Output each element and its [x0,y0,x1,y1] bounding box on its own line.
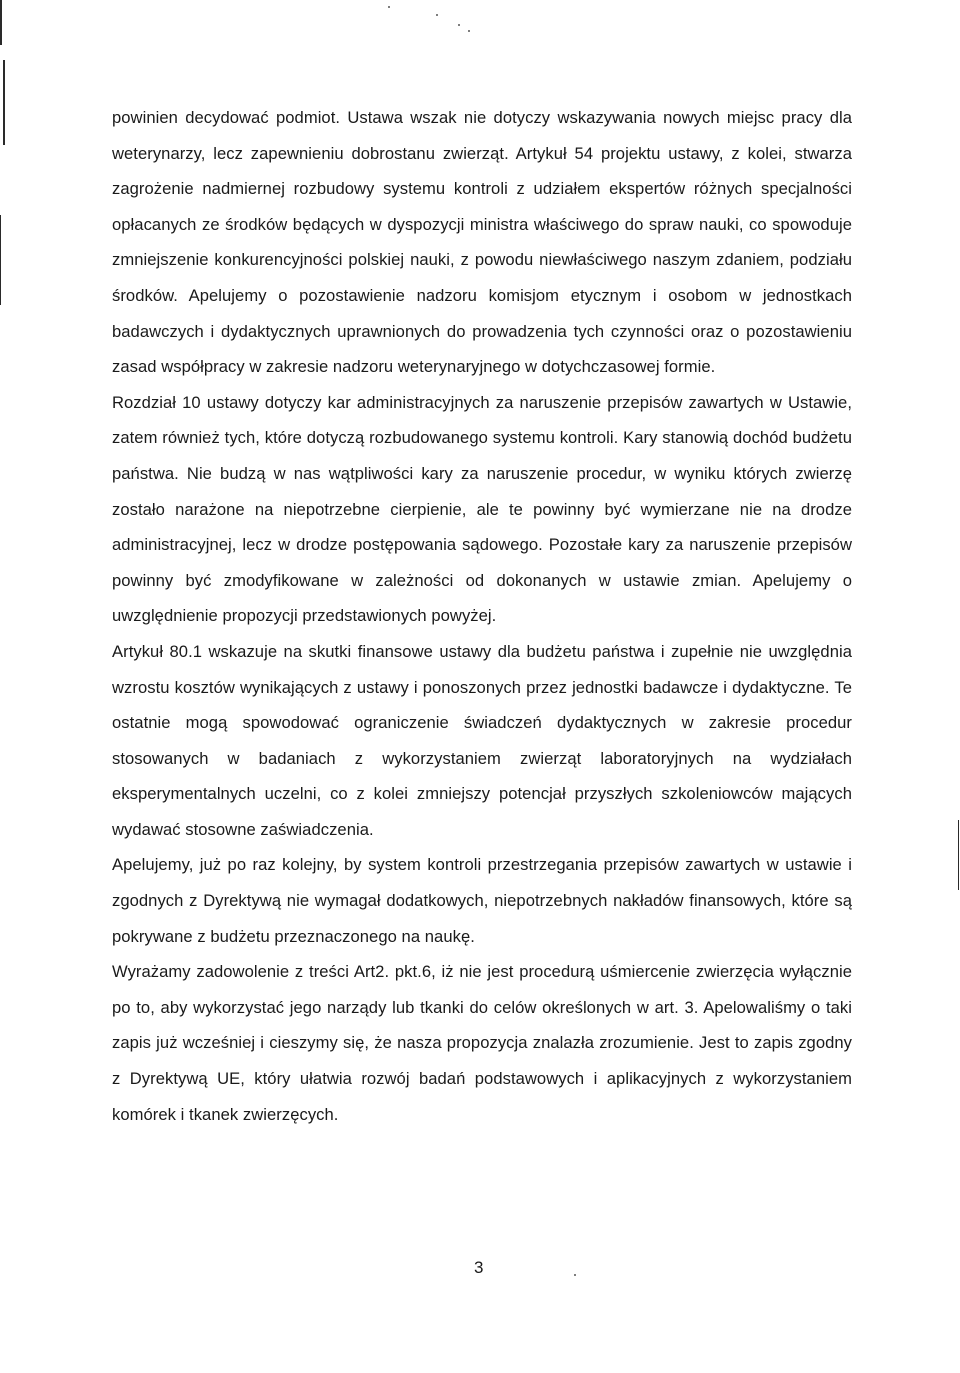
paragraph-4: Apelujemy, już po raz kolejny, by system kontroli przestrzegania przepisów zawartych w ustawie i zgodnych z Dyrektywą nie wymagał dodatkowych, niepotrzebnych nakładów finansowych, które są pokrywane z budżetu przeznaczonego na naukę. [112,855,852,946]
paragraph-2: Rozdział 10 ustawy dotyczy kar administracyjnych za naruszenie przepisów zawartych w Ustawie, zatem również tych, które dotyczą rozbudowanego systemu kontroli. Kary stanowią dochód budżetu państwa. Nie budzą w nas wątpliwości kary za naruszenie procedur, w wyniku których zwierzę zostało narażone na niepotrzebne cierpienie, ale te powinny być wymierzane nie na drodze administracyjnej, lecz w drodze postępowania sądowego. Pozostałe kary za naruszenie przepisów powinny być zmodyfikowane w zależności od dokonanych w ustawie zmian. Apelujemy o uwzględnienie propozycji przedstawionych powyżej. [112,392,852,626]
scan-edge-mark [0,215,1,305]
scan-speck [468,30,470,32]
scan-speck [388,6,390,8]
scan-speck [436,14,438,16]
scan-edge-mark [0,0,2,45]
paragraph-5: Wyrażamy zadowolenie z treści Art2. pkt.6, iż nie jest procedurą uśmiercenie zwierzęcia wyłącznie po to, aby wykorzystać jego narządy lub tkanki do celów określonych w art. 3. Apelowaliśmy o taki zapis już wcześniej i cieszymy się, że nasza propozycja znalazła zrozumienie. Jest to zapis zgodny z Dyrektywą UE, który ułatwia rozwój badań podstawowych i aplikacyjnych z wykorzystaniem komórek i tkanek zwierzęcych. [112,962,852,1124]
scan-edge-mark [958,820,959,890]
paragraph-3: Artykuł 80.1 wskazuje na skutki finansowe ustawy dla budżetu państwa i zupełnie nie uwzględnia wzrostu kosztów wynikających z ustawy i ponoszonych przez jednostki badawcze i dydaktyczne. Te ostatnie mogą spowodować ograniczenie świadczeń dydaktycznych w zakresie procedur stosowanych w badaniach z wykorzystaniem zwierząt laboratoryjnych na wydziałach eksperymentalnych uczelni, co z kolei zmniejszy potencjał przyszłych szkoleniowców mających wydawać stosowne zaświadczenia. [112,641,852,839]
document-body [112,100,852,1132]
scan-speck [574,1274,576,1276]
scan-edge-mark [3,60,5,145]
paragraph-1: powinien decydować podmiot. Ustawa wszak nie dotyczy wskazywania nowych miejsc pracy dla weterynarzy, lecz zapewnieniu dobrostanu zwierząt. Artykuł 54 projektu ustawy, z kolei, stwarza zagrożenie nadmiernej rozbudowy systemu kontroli z udziałem ekspertów różnych specjalności opłacanych ze środków będących w dyspozycji ministra właściwego do spraw nauki, co spowoduje zmniejszenie konkurencyjności polskiej nauki, z powodu niewłaściwego naszym zdaniem, podziału środków. Apelujemy o pozostawienie nadzoru komisjom etycznym i osobom w jednostkach badawczych i dydaktycznych uprawnionych do prowadzenia tych czynności oraz o pozostawieniu zasad współpracy w zakresie nadzoru weterynaryjnego w dotychczasowej formie. [112,108,852,377]
scan-speck [458,24,460,26]
page-number: 3 [474,1258,484,1277]
